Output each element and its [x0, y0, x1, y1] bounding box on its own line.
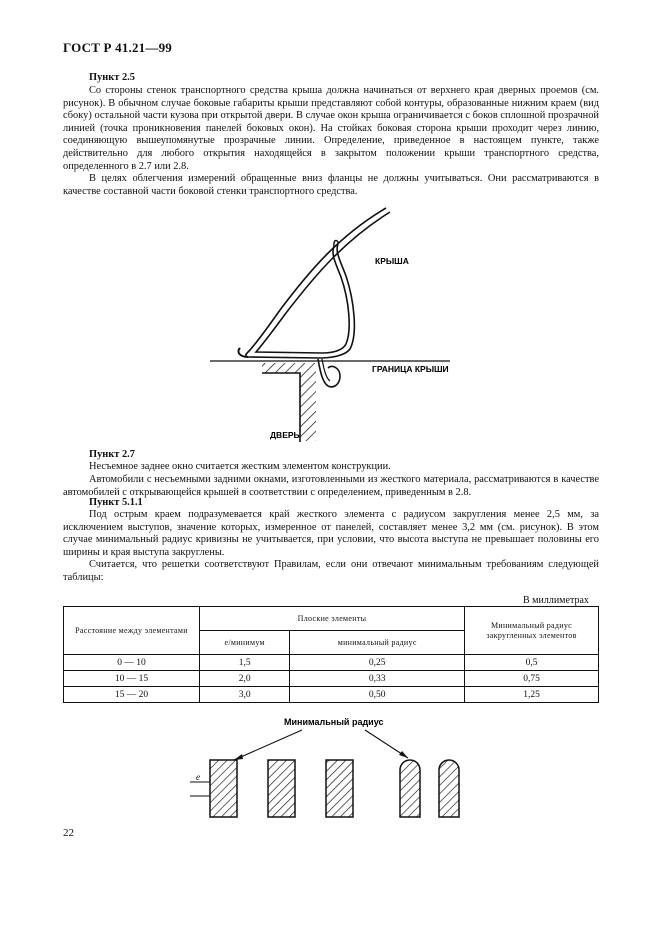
- paragraph-5-1-1-sharp-edge: Под острым краем подразумевается край жесткого элемента с радиусом закругления менее 2,5 мм, за исключением выступов, значение которых, измеренное от панелей, составляет менее 3,2 мм (см. рисунок). В этом случае минимальный радиус кривизны не учитывается, при условии, что высота выступа не превышает половины его ширины и края выступа закруглены.: [63, 509, 599, 558]
- heading-2-7: Пункт 2.7: [89, 449, 135, 460]
- door-top-hatch: [262, 363, 316, 373]
- header-flat-elements: Плоские элементы: [200, 607, 465, 631]
- table-row: 10 — 15 2,0 0,33 0,75: [64, 671, 599, 687]
- header-distance: Расстояние между элементами: [64, 607, 200, 655]
- door-side-hatch: [300, 373, 316, 441]
- heading-2-5: Пункт 2.5: [89, 72, 135, 83]
- paragraph-2-5-roof-definition: Со стороны стенок транспортного средства крыша должна начинаться от верхнего края дверных проемов (см. рисунок). В обычном случае боковые габариты крыши представляют собой контуры, образованные нижним краем (вид сбоку) остальной части кузова при открытой двери. В случае окон крыша ограничивается с боков сплошной прозрачной линией (точка проникновения панелей боковых окон). На стойках боковая сторона крыши проходит через линию, соединяющую вышеупомянутые прозрачные линии. Определение, приведенное в настоящем пункте, также действительно для любого открытия находящейся в закрытом положении крыши транспортного средства, определенного в 2.7 или 2.8.: [63, 85, 599, 172]
- min-radius-label: Минимальный радиус: [284, 717, 384, 727]
- e-label: e: [196, 772, 200, 782]
- document-header: ГОСТ Р 41.21—99: [63, 40, 172, 55]
- table-row: 15 — 20 3,0 0,50 1,25: [64, 687, 599, 703]
- header-min-radius: минимальный радиус: [290, 631, 465, 655]
- flat-element: [268, 760, 295, 817]
- grille-elements-figure: [190, 712, 480, 822]
- grille-requirements-table: [63, 606, 599, 703]
- header-round-radius: Минимальный радиус закругленных элементов: [465, 607, 599, 655]
- table-units-note: В миллиметрах: [523, 595, 589, 606]
- roof-inner-contour: [256, 212, 390, 353]
- roof-outer-contour: [246, 208, 386, 358]
- rounded-element: [439, 760, 459, 817]
- flat-element: [326, 760, 353, 817]
- roof-boundary-figure: [200, 200, 470, 450]
- rounded-element: [400, 760, 420, 817]
- flat-element: [210, 760, 237, 817]
- paragraph-5-1-1-grilles: Считается, что решетки соответствуют Правилам, если они отвечают минимальным требованиям следующей таблицы:: [63, 559, 599, 583]
- roof-label: КРЫША: [375, 256, 409, 266]
- heading-5-1-1: Пункт 5.1.1: [89, 497, 143, 508]
- header-e-min: е/минимум: [200, 631, 290, 655]
- leader-line-left: [234, 730, 302, 760]
- roof-boundary-label: ГРАНИЦА КРЫШИ: [372, 364, 449, 374]
- roof-flange: [318, 359, 340, 387]
- table-row: 0 — 10 1,5 0,25 0,5: [64, 655, 599, 671]
- paragraph-2-5-flanges: В целях облегчения измерений обращенные вниз фланцы не должны учитываться. Они рассматриваются в качестве составной части боковой стенки транспортного средства.: [63, 173, 599, 197]
- paragraph-2-7-rear-window: Несъемное заднее окно считается жестким элементом конструкции.: [89, 461, 391, 472]
- paragraph-2-7-fixed-windows: Автомобили с несъемными задними окнами, изготовленными из жесткого материала, рассматриваются в качестве автомобилей с открывающейся крышей в соответствии с определением, приведенным в 2.8.: [63, 474, 599, 498]
- page-number: 22: [63, 827, 74, 839]
- door-label: ДВЕРЬ: [270, 430, 300, 440]
